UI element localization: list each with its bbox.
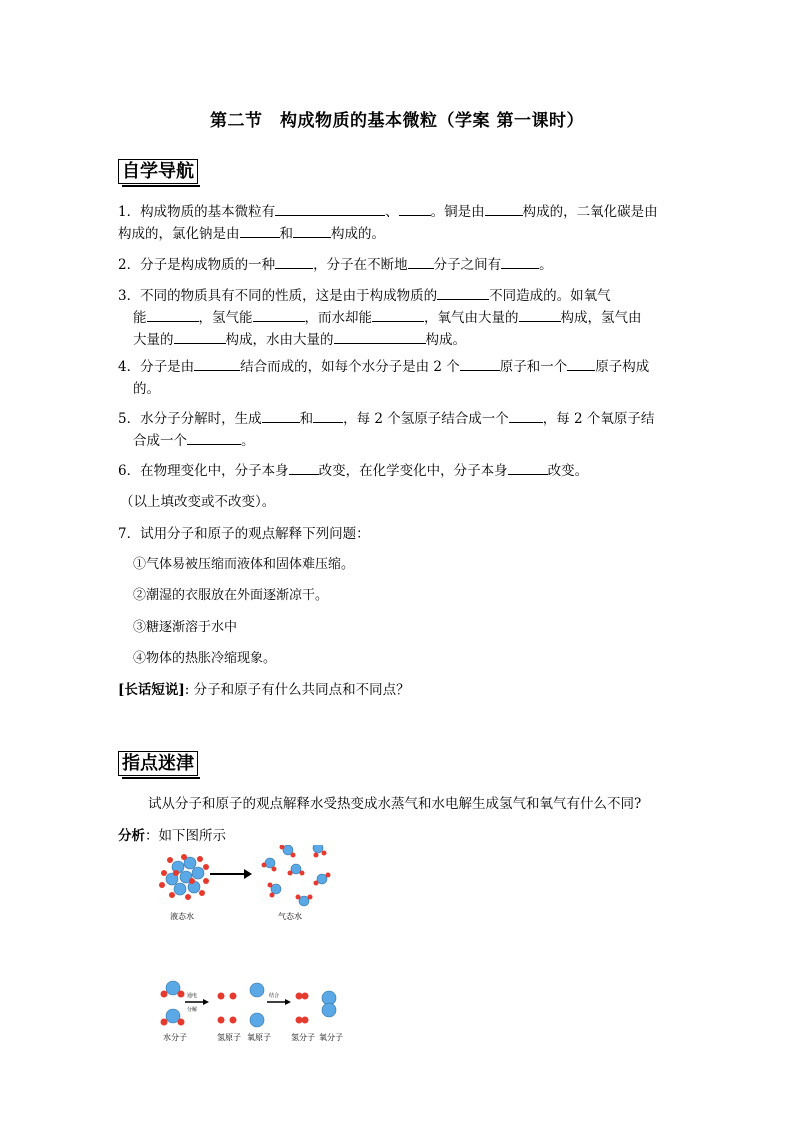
hydrogen-molecules — [296, 993, 309, 1024]
section-guidance: 指点迷津 — [118, 751, 198, 776]
question-7-item: ③糖逐渐溶于水中 — [133, 620, 238, 635]
arrow-bottom-label: 分解 — [187, 1007, 198, 1013]
blank[interactable] — [501, 254, 539, 269]
blank[interactable] — [519, 307, 561, 322]
arrow-top-label: 通电 — [187, 993, 198, 999]
oxygen-atoms — [250, 983, 264, 1027]
arrow-top-label: 结合 — [269, 993, 280, 999]
arrow-icon — [210, 869, 252, 879]
blank[interactable] — [174, 329, 226, 344]
gas-water-molecules — [262, 845, 331, 906]
page-title: 第二节 构成物质的基本微粒（学案 第一课时） — [210, 111, 584, 131]
blank[interactable] — [147, 307, 199, 322]
blank[interactable] — [399, 201, 431, 216]
blank[interactable] — [275, 254, 313, 269]
phase-change-diagram — [150, 845, 350, 925]
question-3: 3．不同的物质具有不同的性质，这是由于构成物质的 不同造成的。如氧气 能 ，氢气能 ，而水却能 ，氧气由大量的 构成，氢气由 大量的 构成，水由大量的 构成。 — [118, 285, 683, 351]
blank[interactable] — [313, 408, 343, 423]
guidance-question: 试从分子和原子的观点解释水受热变成水蒸气和水电解生成氢气和氧气有什么不同? — [148, 796, 642, 812]
water-molecule-label: 水分子 — [163, 1033, 187, 1042]
question-7: 7．试用分子和原子的观点解释下列问题： — [118, 526, 370, 542]
blank[interactable] — [293, 223, 331, 238]
oxygen-atom-label: 氧原子 — [247, 1033, 271, 1042]
oxygen-molecule — [322, 991, 336, 1017]
question-6: 6．在物理变化中，分子本身 改变，在化学变化中，分子本身 改变。 — [118, 460, 683, 482]
blank[interactable] — [187, 430, 241, 445]
arrow-icon — [267, 999, 291, 1005]
blank[interactable] — [508, 460, 548, 475]
blank[interactable] — [334, 329, 426, 344]
section-self-study: 自学导航 — [118, 159, 198, 184]
question-1: 1．构成物质的基本微粒有 、 。铜是由 构成的，二氧化碳是由 构成的，氯化钠是由 和 构成的。 — [118, 201, 683, 245]
blank[interactable] — [372, 307, 424, 322]
liquid-water-cluster — [159, 854, 209, 900]
water-molecules — [161, 981, 185, 1026]
blank[interactable] — [253, 307, 305, 322]
electrolysis-diagram — [155, 978, 355, 1046]
blank[interactable] — [289, 460, 319, 475]
question-7-item: ④物体的热胀冷缩现象。 — [133, 651, 277, 666]
question-2: 2．分子是构成物质的一种 ，分子在不断地 分子之间有 。 — [118, 254, 683, 276]
arrow-icon — [185, 999, 209, 1005]
blank[interactable] — [437, 285, 489, 300]
question-7-item: ①气体易被压缩而液体和固体难压缩。 — [133, 557, 355, 572]
question-6-note: （以上填改变或不改变）。 — [120, 494, 276, 510]
gas-water-label: 气态水 — [278, 912, 302, 921]
blank[interactable] — [240, 223, 280, 238]
blank[interactable] — [262, 408, 300, 423]
analysis-line: 分析：如下图所示 — [118, 828, 226, 844]
blank[interactable] — [485, 201, 523, 216]
liquid-water-label: 液态水 — [170, 912, 194, 921]
blank[interactable] — [460, 356, 500, 371]
discussion-prompt: [长话短说]: 分子和原子有什么共同点和不同点？ — [118, 682, 410, 698]
question-7-item: ②潮湿的衣服放在外面逐渐凉干。 — [133, 588, 329, 603]
blank[interactable] — [275, 201, 385, 216]
question-5: 5．水分子分解时，生成 和 ，每 2 个氢原子结合成一个 ，每 2 个氧原子结 合成一个 。 — [118, 408, 683, 452]
hydrogen-molecule-label: 氢分子 — [291, 1033, 315, 1042]
blank[interactable] — [509, 408, 543, 423]
blank[interactable] — [194, 356, 240, 371]
blank[interactable] — [408, 254, 434, 269]
hydrogen-atoms — [218, 993, 237, 1024]
question-4: 4．分子是由 结合而成的，如每个水分子是由 2 个 原子和一个 原子构成 的。 — [118, 356, 683, 400]
blank[interactable] — [567, 356, 595, 371]
oxygen-molecule-label: 氧分子 — [319, 1033, 343, 1042]
hydrogen-atom-label: 氢原子 — [217, 1033, 241, 1042]
